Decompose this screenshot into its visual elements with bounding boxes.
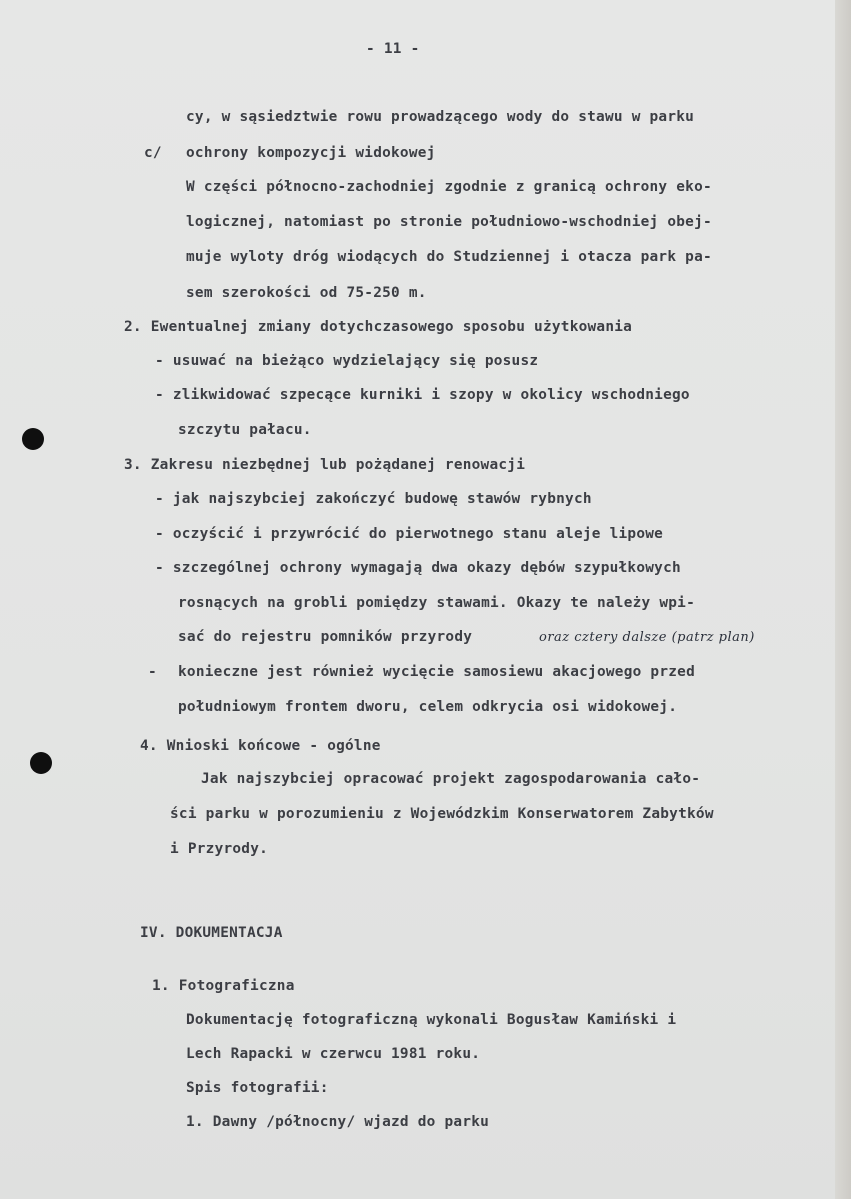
text-line: - oczyścić i przywrócić do pierwotnego stanu aleje lipowe xyxy=(155,526,664,542)
text-line: 1. Dawny /północny/ wjazd do parku xyxy=(186,1114,490,1130)
text-line: Lech Rapacki w czerwcu 1981 roku. xyxy=(186,1046,481,1062)
text-line: cy, w sąsiedztwie rowu prowadzącego wody do stawu w parku xyxy=(186,109,695,125)
text-line: Jak najszybciej opracować projekt zagospodarowania cało- xyxy=(201,771,701,787)
text-line: i Przyrody. xyxy=(170,841,269,857)
text-line: logicznej, natomiast po stronie południowo-wschodniej obej- xyxy=(186,214,712,230)
text-line: sać do rejestru pomników przyrody xyxy=(178,629,473,645)
list-item-heading: 2. Ewentualnej zmiany dotychczasowego sposobu użytkowania xyxy=(124,319,633,335)
handwritten-annotation: oraz cztery dalsze (patrz plan) xyxy=(539,630,755,645)
list-item-heading: 3. Zakresu niezbędnej lub pożądanej renowacji xyxy=(124,457,526,473)
text-line: rosnących na grobli pomiędzy stawami. Okazy te należy wpi- xyxy=(178,595,696,611)
punch-hole xyxy=(22,428,44,450)
text-line: sem szerokości od 75-250 m. xyxy=(186,285,427,301)
list-marker: - xyxy=(148,664,157,680)
page-number: - 11 - xyxy=(366,41,420,57)
list-item-heading: 4. Wnioski końcowe - ogólne xyxy=(140,738,381,754)
paper-edge xyxy=(835,0,851,1199)
text-line: W części północno-zachodniej zgodnie z granicą ochrony eko- xyxy=(186,179,712,195)
text-line: ochrony kompozycji widokowej xyxy=(186,145,436,161)
section-heading: IV. DOKUMENTACJA xyxy=(140,925,283,941)
text-line: południowym frontem dworu, celem odkrycia osi widokowej. xyxy=(178,699,678,715)
text-line: - zlikwidować szpecące kurniki i szopy w okolicy wschodniego xyxy=(155,387,690,403)
text-line: - usuwać na bieżąco wydzielający się posusz xyxy=(155,353,539,369)
list-marker: c/ xyxy=(144,145,162,161)
subsection-heading: 1. Fotograficzna xyxy=(152,978,295,994)
text-line: - jak najszybciej zakończyć budowę stawów rybnych xyxy=(155,491,592,507)
text-line: ści parku w porozumieniu z Wojewódzkim Konserwatorem Zabytków xyxy=(170,806,714,822)
text-line: Dokumentację fotograficzną wykonali Bogusław Kamiński i xyxy=(186,1012,677,1028)
text-line: - szczególnej ochrony wymagają dwa okazy dębów szypułkowych xyxy=(155,560,681,576)
text-line: Spis fotografii: xyxy=(186,1080,329,1096)
punch-hole xyxy=(30,752,52,774)
text-line: muje wyloty dróg wiodących do Studziennej i otacza park pa- xyxy=(186,249,712,265)
text-line: szczytu pałacu. xyxy=(178,422,312,438)
text-line: konieczne jest również wycięcie samosiewu akacjowego przed xyxy=(178,664,696,680)
